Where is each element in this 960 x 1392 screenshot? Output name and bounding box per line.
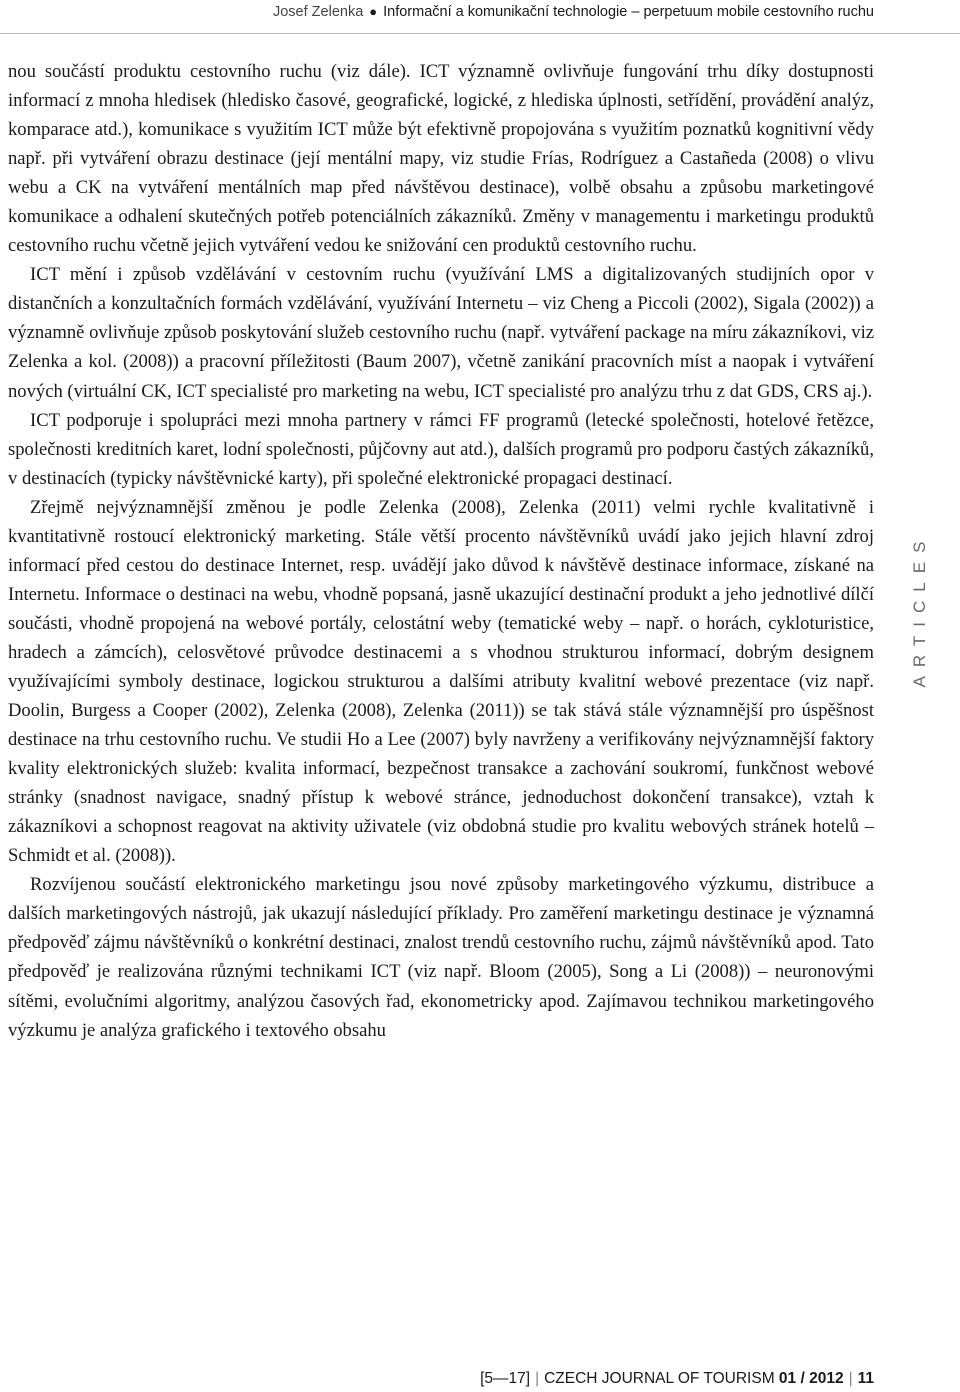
paragraph-1: nou součástí produktu cestovního ruchu (viz dále). ICT významně ovlivňuje fungování trhu díky dostupnosti informací z mnoha hledisek (hledisko časové, geografické, logické, z hlediska úplnosti, setřídění, provádění analýz, komparace atd.), komunikace s využitím ICT může být efektivně propojována s využitím poznatků kognitivní vědy např. při vytváření obrazu destinace (její mentální mapy, viz studie Frías, Rodríguez a Castañeda (2008) o vlivu webu a CK na vytváření mentálních map před návštěvou destinace), volbě obsahu a způsobu marketingové komunikace a odhalení skutečných potřeb potenciálních zákazníků. Změny v managementu i marketingu produktů cestovního ruchu včetně jejich vytváření vedou ke snižování cen produktů cestovního ruchu. [8,61,874,257]
paragraph-2: ICT mění i způsob vzdělávání v cestovním ruchu (využívání LMS a digitalizovaných studijních opor v distančních a konzultačních formách vzdělávání, využívání Internetu – viz Cheng a Piccoli (2002), Sigala (2002)) a významně ovlivňuje způsob poskytování služeb cestovního ruchu (např. vytváření package na míru zákazníkovi, viz Zelenka a kol. (2008)) a pracovní příležitosti (Baum 2007), včetně zanikání pracovních míst a naopak i vytváření nových (virtuální CK, ICT specialisté pro marketing na webu, ICT specialisté pro analýzu trhu z dat GDS, CRS aj.). [8,264,874,402]
footer-page-range: [5—17] [480,1370,531,1387]
footer-separator: | [848,1370,853,1387]
footer-issue: 01 / 2012 [778,1370,844,1387]
header-author: Josef Zelenka [272,4,364,20]
running-header [0,0,960,34]
page-footer [480,1370,874,1388]
footer-separator: | [535,1370,540,1387]
paragraph-4: Zřejmě nejvýznamnější změnou je podle Zelenka (2008), Zelenka (2011) velmi rychle kvalitativně i kvantitativně rostoucí elektronický marketing. Stále větší procento návštěvníků uvádí jako jejich hlavní zdroj informací před cestou do destinace Internet, resp. uvádějí jako důvod k návštěvě destinace informace, získané na Internetu. Informace o destinaci na webu, vhodně popsaná, jasně ukazující destinační produkt a jeho jednotlivé dílčí součásti, vhodně propojená na webové portály, celostátní weby (tematické weby – např. o horách, cykloturistice, hradech a zámcích), celosvětové průvodce destinacemi a s vhodnou strukturou informací, dobrým designem využívajícími symboly destinace, logickou strukturou a dalšími atributy kvalitní webové prezentace (viz např. Doolin, Burgess a Cooper (2002), Zelenka (2008), Zelenka (2011)) se tak stává stále významnější pro úspěšnost destinace na trhu cestovního ruchu. Ve studii Ho a Lee (2007) byly navrženy a verifikovány nejvýznamnější faktory kvality elektronických služeb: kvalita informací, bezpečnost transakce a zachování soukromí, funkčnost webové stránky (snadnost navigace, snadný přístup k webové stránce, jednoduchost dokončení transakce), vztah k zákazníkovi a schopnost reagovat na aktivity uživatele (viz obdobná studie pro kvalitu webových stránek hotelů – Schmidt et al. (2008)). [8,496,874,867]
paragraph-3: ICT podporuje i spolupráci mezi mnoha partnery v rámci FF programů (letecké společnosti, hotelové řetězce, společnosti kreditních karet, lodní společnosti, půjčovny aut atd.), dalších programů pro podporu častých zákazníků, v destinacích (typicky návštěvnické karty), při společné elektronické propagaci destinací. [8,409,874,489]
header-article-title: Informační a komunikační technologie – perpetuum mobile cestovního ruchu [383,4,874,20]
bullet-icon: ● [369,4,378,19]
footer-journal-name: CZECH JOURNAL OF TOURISM [544,1370,775,1387]
footer-page-number: 11 [857,1370,874,1387]
paragraph-5: Rozvíjenou součástí elektronického marketingu jsou nové způsoby marketingového výzkumu, distribuce a dalších marketingových nástrojů, jak ukazují následující příklady. Pro zaměření marketingu destinace je významná předpověď zájmu návštěvníků o konkrétní destinaci, znalost trendů cestovního ruchu, zájmů návštěvníků apod. Tato předpověď je realizována různými technikami ICT (viz např. Bloom (2005), Song a Li (2008)) – neuronovými sítěmi, evolučními algoritmy, analýzou časových řad, ekonometricky apod. Zajímavou technikou marketingového výzkumu je analýza grafického i textového obsahu [8,874,874,1041]
header-divider [0,33,960,34]
section-side-label: ARTICLES [910,532,929,688]
article-body [8,57,874,1045]
running-header-text [273,4,874,20]
